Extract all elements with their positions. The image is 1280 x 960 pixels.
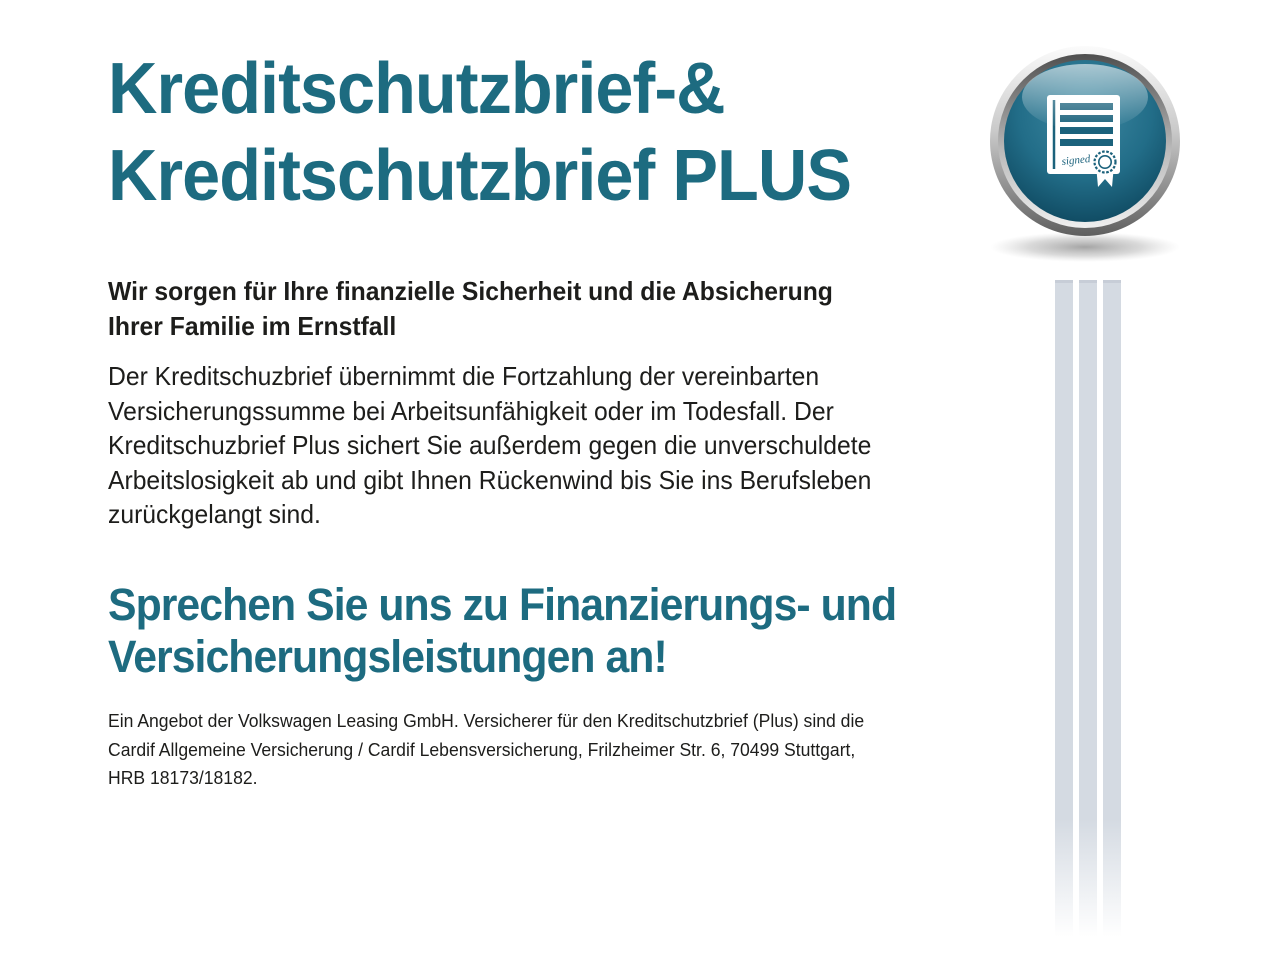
body-paragraph	[108, 359, 871, 532]
footnote-line: Cardif Allgemeine Versicherung / Cardif Lebensversicherung, Frilzheimer Str. 6, 70499 Stuttgart,	[108, 738, 856, 760]
intro-line1: Wir sorgen für Ihre finanzielle Sicherheit und die Absicherung	[108, 276, 833, 306]
intro-statement	[108, 274, 833, 344]
page-title-line1: Kreditschutzbrief-&	[108, 49, 725, 129]
signature-text: signed	[1061, 153, 1091, 168]
footnote-line: Ein Angebot der Volkswagen Leasing GmbH. Versicherer für den Kreditschutzbrief (Plus) sind die	[108, 710, 865, 731]
certificate-badge-icon	[975, 35, 1195, 265]
cta-heading	[108, 579, 896, 683]
stripe	[1103, 280, 1121, 937]
body-line: Versicherungssumme bei Arbeitsunfähigkeit oder im Todesfall. Der	[108, 395, 834, 426]
intro-line2: Ihrer Familie im Ernstfall	[108, 311, 397, 341]
cta-line2: Versicherungsleistungen an!	[108, 631, 667, 682]
body-line: Arbeitslosigkeit ab und gibt Ihnen Rückenwind bis Sie ins Berufsleben	[108, 464, 872, 495]
footnote-line: HRB 18173/18182.	[108, 767, 258, 788]
page-title	[108, 46, 851, 220]
body-line: Der Kreditschuzbrief übernimmt die Fortzahlung der vereinbarten	[108, 361, 820, 391]
body-line: Kreditschuzbrief Plus sichert Sie außerdem gegen die unverschuldete	[108, 430, 872, 460]
body-line: zurückgelangt sind.	[108, 499, 321, 529]
cta-line1: Sprechen Sie uns zu Finanzierungs- und	[108, 579, 897, 630]
badge-gloss	[1022, 64, 1148, 130]
text-column	[108, 0, 925, 960]
page-title-line2: Kreditschutzbrief PLUS	[108, 136, 851, 216]
decorative-stripes	[1055, 280, 1121, 937]
stripe	[1079, 280, 1097, 937]
badge-shadow	[990, 232, 1180, 262]
stripe	[1055, 280, 1073, 937]
legal-footnote	[108, 707, 864, 793]
